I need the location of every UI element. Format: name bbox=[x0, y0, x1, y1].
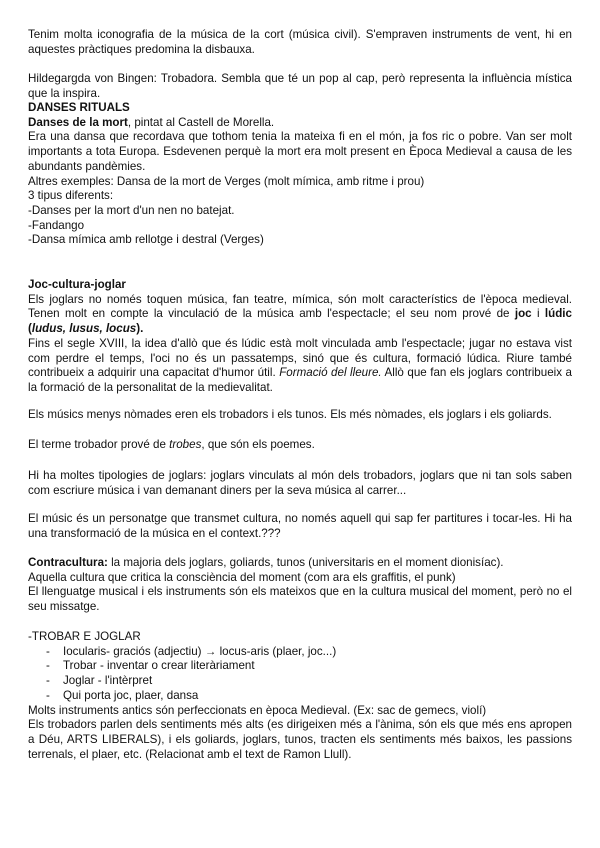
intro-section bbox=[28, 28, 572, 57]
list-item: - Joglar - l'intèrpret bbox=[28, 674, 572, 689]
danses-tipus: 3 tipus diferents: bbox=[28, 189, 114, 203]
joc-paragraph-nomades: Els músics menys nòmades eren els trobadors i els tunos. Els més nòmades, els joglars i els goliards. bbox=[28, 408, 552, 421]
intro-paragraph-cort: Tenim molta iconografia de la música de la cort (música civil). S'empraven instruments de vent, hi en aquestes pràctiques predomina la disbauxa. bbox=[28, 28, 572, 56]
danses-item: -Dansa mímica amb rellotge i destral (Verges) bbox=[28, 233, 264, 247]
joc-section bbox=[28, 278, 572, 396]
list-item: - Iocularis- graciós (adjectiu) → locus-aris (plaer, joc...) bbox=[28, 645, 572, 660]
trobes-term: trobes bbox=[169, 438, 202, 451]
joc-paragraph-segle: Fins el segle XVIII, la idea d'allò que és lúdic està molt vinculada amb l'espectacle; jugar no estava vist com perdre el temps, l'oci no és un passatemps, sinó que és cultura, formació lúdica. Riure també contribueix a adquirir una capacitat d'humor útil. Formació del lleure. Allò que fan els joglars contribueix a la formació de la personalitat de la medievalitat. bbox=[28, 336, 572, 394]
tipologies-section bbox=[28, 469, 572, 498]
ludic-term: lúdic ( bbox=[28, 307, 572, 336]
danses-mort-rest: , pintat al Castell de Morella. bbox=[127, 115, 275, 129]
danses-item: -Danses per la mort d'un nen no batejat. bbox=[28, 203, 235, 217]
list-item: - Qui porta joc, plaer, dansa bbox=[28, 689, 572, 704]
list-item: - Trobar - inventar o crear literàriament bbox=[28, 659, 572, 674]
music-cultura-section bbox=[28, 512, 572, 541]
danses-item: -Fandango bbox=[28, 218, 85, 232]
danses-altres: Altres exemples: Dansa de la mort de Verges (molt mímica, amb ritme i prou) bbox=[28, 174, 425, 188]
trobar-heading: -TROBAR E JOGLAR bbox=[28, 630, 141, 643]
joc-paragraph-music: El músic és un personatge que transmet cultura, no només aquell qui sap fer partitures i tocar-les. Hi ha una transformació de la música en el context.??? bbox=[28, 512, 572, 540]
joc-paragraph-joglars: Els joglars no només toquen música, fan teatre, mímica, són molt característics de l'època medieval. Tenen molt en compte la vinculació de la música amb l'espectacle; el seu nom prové de joc i lúdic (ludus, lusus, locus). bbox=[28, 292, 572, 336]
hildegard-section bbox=[28, 72, 572, 101]
joc-heading: Joc-cultura-joglar bbox=[28, 278, 126, 291]
contracultura-critica: Aquella cultura que critica la consciència del moment (com ara els graffitis, el punk) bbox=[28, 570, 456, 584]
trobar-list bbox=[28, 645, 572, 704]
contracultura-llenguatge: El llenguatge musical i els instruments són els mateixos que en la cultura musical del moment, però no el seu missatge. bbox=[28, 585, 572, 614]
danses-mort-bold: Danses de la mort bbox=[28, 115, 128, 129]
formacio-lleure: Formació del lleure. bbox=[279, 366, 382, 380]
latin-terms: ludus, lusus, locus bbox=[31, 322, 137, 336]
contracultura-term: Contracultura: bbox=[28, 556, 108, 569]
joc-term: joc bbox=[514, 307, 532, 321]
trobar-sentiments: Els trobadors parlen dels sentiments més alts (es dirigeixen més a l'ànima, són els que més ens apropen a Déu, ARTS LIBERALS), i els goliards, joglars, tunos, tracten els sentiments més baixos, les passions terrenals, el plaer, etc. (Relacionat amb el text de Ramon Llull). bbox=[28, 718, 572, 761]
joc-paragraph-trobes: El terme trobador prové de trobes, que són els poemes. bbox=[28, 438, 315, 451]
danses-section bbox=[28, 101, 572, 248]
trobar-section bbox=[28, 630, 572, 762]
contracultura-line: Contracultura: la majoria dels joglars, goliards, tunos (universitaris en el moment dionisíac). bbox=[28, 556, 504, 569]
contracultura-section bbox=[28, 556, 572, 615]
danses-mort-line bbox=[28, 116, 572, 131]
nomades-section bbox=[28, 408, 572, 423]
trobador-term-section bbox=[28, 438, 572, 453]
trobar-instruments: Molts instruments antics són perfeccionats en època Medieval. (Ex: sac de gemecs, violí) bbox=[28, 703, 487, 717]
danses-description: Era una dansa que recordava que tothom tenia la mateixa fi en el món, ja fos ric o pobre. Van ser molt importants a tota Europa. Esdevenen perquè la mort era molt present en Època Medieval a causa de les abundants pandèmies. bbox=[28, 130, 572, 173]
joc-paragraph-tipologies: Hi ha moltes tipologies de joglars: joglars vinculats al món dels trobadors, joglars que ni tan sols saben com escriure música i van demanant diners per la seva música al carrer... bbox=[28, 469, 572, 497]
danses-heading: DANSES RITUALS bbox=[28, 101, 130, 114]
intro-paragraph-hildegard: Hildegargda von Bingen: Trobadora. Sembla que té un pop al cap, però representa la influència mística que la inspira. bbox=[28, 72, 572, 100]
